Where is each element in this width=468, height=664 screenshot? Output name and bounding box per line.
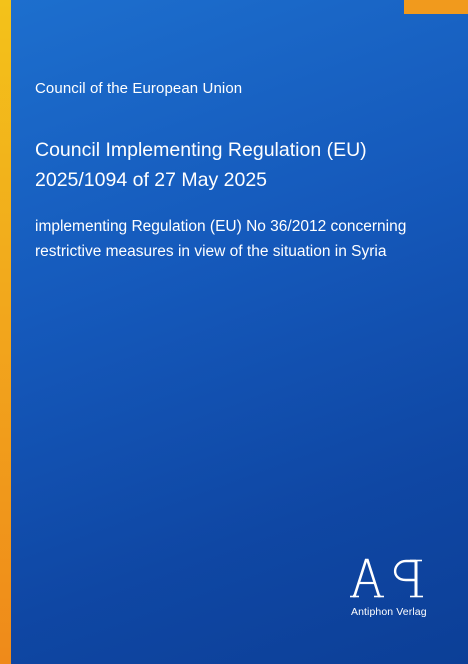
antiphon-ap-logo-icon — [350, 556, 430, 598]
title-line-2: 2025/1094 of 27 May 2025 — [35, 169, 268, 191]
title-line-1: Council Implementing Regulation (EU) — [35, 139, 367, 161]
subtitle-line-2: restrictive measures in view of the situation in Syria — [35, 243, 387, 260]
accent-strip-left — [0, 0, 11, 664]
author-name: Council of the European Union — [35, 80, 243, 97]
publisher-name: Antiphon Verlag — [351, 606, 427, 618]
book-subtitle — [35, 214, 455, 264]
accent-block-top-right — [404, 0, 468, 14]
book-title — [35, 135, 435, 195]
subtitle-line-1: implementing Regulation (EU) No 36/2012 concerning — [35, 218, 407, 235]
